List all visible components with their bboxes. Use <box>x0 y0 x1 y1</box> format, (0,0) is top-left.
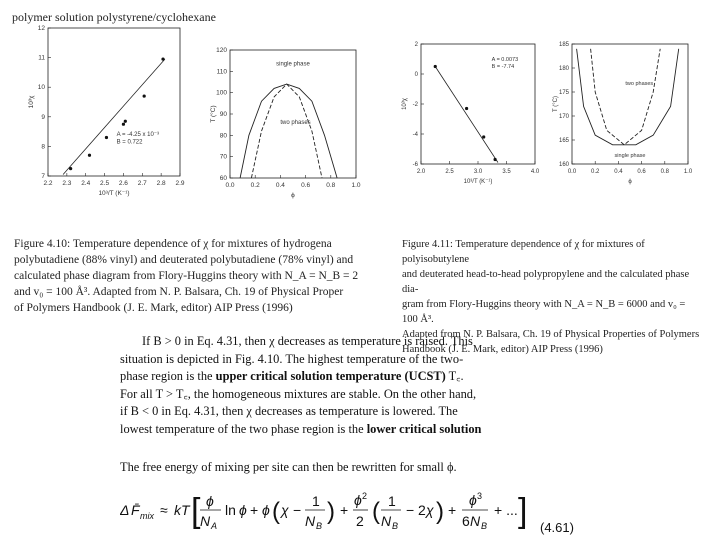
y-tick-label: 170 <box>558 114 569 120</box>
svg-text:(: ( <box>372 498 380 525</box>
y-tick-label: 90 <box>219 111 227 118</box>
y-tick-label: 165 <box>558 138 569 144</box>
y-tick-label: -2 <box>412 102 418 108</box>
x-tick-label: 2.5 <box>100 180 110 187</box>
y-axis-label: T (°C) <box>210 105 217 123</box>
x-tick-label: 2.8 <box>156 180 166 187</box>
paragraph-text: T꜀. <box>445 369 464 383</box>
svg-text:B: B <box>481 521 488 531</box>
y-tick-label: 180 <box>558 66 569 72</box>
caption-line: polybutadiene (88% vinyl) and deuterated polybutadiene (78% vinyl) and <box>14 254 354 266</box>
svg-text:ϕ: ϕ <box>262 502 270 518</box>
annotation-label: A = -4.25 x 10⁻³ <box>116 132 159 139</box>
svg-text:+: + <box>340 502 349 518</box>
equation-number: (4.61) <box>540 520 574 535</box>
caption-line: calculated phase diagram from Flory-Huggins theory with N_A = N_B = 2 <box>14 270 359 282</box>
svg-text:1: 1 <box>388 493 396 509</box>
x-axis-label: ϕ <box>291 192 295 199</box>
y-tick-label: 8 <box>41 143 45 151</box>
y-tick-label: 12 <box>37 25 45 32</box>
svg-text:ϕ: ϕ <box>206 493 214 509</box>
x-tick-label: 1.0 <box>351 182 361 189</box>
x-tick-label: 2.3 <box>62 180 72 187</box>
fit-line <box>63 59 165 174</box>
svg-text:): ) <box>327 498 335 525</box>
caption-line: Adapted from N. P. Balsara, Ch. 19 of Physical Properties of Polymers <box>402 329 700 340</box>
svg-text:3: 3 <box>477 491 483 501</box>
svg-text:1: 1 <box>312 493 320 509</box>
y-axis-label: 10³χ <box>28 95 35 109</box>
svg-text:(: ( <box>272 498 280 525</box>
caption-line: of Polymers Handbook (J. E. Mark, editor) AIP Press (1996) <box>14 302 293 314</box>
y-tick-label: 9 <box>41 113 45 121</box>
x-tick-label: 0.2 <box>591 169 600 175</box>
chart-phase-diagram-lcst <box>548 38 698 188</box>
x-tick-label: 0.0 <box>225 182 235 189</box>
x-tick-label: 0.4 <box>275 182 285 189</box>
paragraph-text: lowest temperature of the two phase region is the <box>120 421 367 436</box>
caption-line: gram from Flory-Huggins theory with N_A = N_B = 6000 and v₀ = 100 Å³. <box>402 299 686 325</box>
data-point <box>105 136 108 139</box>
caption-line: Figure 4.11: Temperature dependence of χ for mixtures of polyisobutylene <box>402 239 645 265</box>
x-tick-label: 0.0 <box>567 169 577 175</box>
x-tick-label: 2.6 <box>118 180 128 187</box>
annotation-label: two phases <box>280 120 311 127</box>
chart-chi-vs-inverse-temperature-ucst <box>20 20 190 210</box>
lcst-term: lower critical solution <box>366 421 482 436</box>
data-point <box>434 65 437 68</box>
x-tick-label: 2.9 <box>175 180 185 187</box>
x-tick-label: 2.4 <box>81 180 91 187</box>
spinodal-curve <box>251 84 322 178</box>
paragraph-line <box>120 368 582 386</box>
data-point <box>465 107 468 110</box>
svg-text:kT: kT <box>174 502 190 518</box>
annotation-label: single phase <box>276 61 310 68</box>
svg-text:N: N <box>305 513 316 529</box>
chart-phase-diagram-ucst <box>200 40 370 210</box>
y-tick-label: -4 <box>412 132 418 138</box>
y-tick-label: 120 <box>216 47 227 54</box>
data-point <box>143 94 146 97</box>
y-tick-label: 100 <box>216 89 227 97</box>
svg-text:2: 2 <box>362 491 368 501</box>
caption-line: Figure 4.10: Temperature dependence of χ for mixtures of hydrogena <box>14 238 332 250</box>
y-tick-label: 70 <box>219 153 227 161</box>
free-energy-equation <box>120 488 590 536</box>
paragraph-line: If B > 0 in Eq. 4.31, then χ decreases as temperature is raised. This <box>142 334 473 348</box>
svg-text:ϕ: ϕ <box>469 492 477 508</box>
svg-text:[: [ <box>191 492 201 530</box>
svg-text:ϕ: ϕ <box>354 492 362 508</box>
svg-text:+: + <box>250 502 259 518</box>
fit-line <box>435 67 498 163</box>
y-tick-label: 7 <box>41 173 45 180</box>
caption-line: and deuterated head-to-head polypropylene and the calculated phase dia- <box>402 269 690 295</box>
svg-text:≈: ≈ <box>160 502 168 518</box>
x-tick-label: 2.7 <box>137 180 147 187</box>
y-tick-label: 160 <box>558 162 569 168</box>
chart-chi-vs-inverse-temperature-lcst <box>395 38 545 188</box>
plot-frame <box>48 28 180 176</box>
x-tick-label: 2.2 <box>43 180 53 187</box>
svg-text:N: N <box>200 513 211 529</box>
y-tick-label: 11 <box>38 54 45 62</box>
svg-text:N: N <box>470 513 481 529</box>
x-tick-label: 3.5 <box>502 169 511 175</box>
data-point <box>88 154 91 157</box>
data-point <box>161 57 164 60</box>
annotation-label: B = 0.722 <box>116 139 143 146</box>
svg-text:2: 2 <box>356 513 364 529</box>
svg-text:B: B <box>316 521 323 531</box>
svg-text:χ: χ <box>281 502 289 518</box>
y-tick-label: 10 <box>37 84 45 92</box>
svg-text:A: A <box>211 521 218 531</box>
svg-text:]: ] <box>518 492 528 530</box>
svg-text:N: N <box>381 513 392 529</box>
y-tick-label: -6 <box>412 162 418 168</box>
x-tick-label: 0.2 <box>250 182 260 189</box>
svg-text:mix: mix <box>140 511 154 521</box>
annotation-label: A = 0.0073 <box>491 56 519 63</box>
paragraph-line: if B < 0 in Eq. 4.31, then χ decreases as temperature is lowered. The <box>120 404 458 418</box>
x-tick-label: 0.6 <box>301 182 311 189</box>
data-point <box>122 123 125 126</box>
svg-text:−: − <box>406 502 415 518</box>
free-energy-sentence: The free energy of mixing per site can then be rewritten for small ϕ. <box>120 460 457 474</box>
svg-text:ϕ: ϕ <box>239 502 247 518</box>
ucst-lcst-paragraph <box>120 333 582 438</box>
x-tick-label: 2.0 <box>416 169 426 175</box>
svg-text:χ: χ <box>426 502 434 518</box>
figure-4-10-caption <box>14 236 366 316</box>
x-tick-label: 0.6 <box>637 169 646 175</box>
paragraph-line: situation is depicted in Fig. 4.10. The highest temperature of the two- <box>120 351 464 366</box>
svg-text:B: B <box>392 521 399 531</box>
data-point <box>494 158 497 161</box>
svg-text:6: 6 <box>462 513 470 529</box>
x-tick-label: 3.0 <box>473 169 483 175</box>
svg-text:F̄: F̄ <box>131 502 140 518</box>
svg-text:+: + <box>448 502 457 518</box>
x-axis-label: 10³/T (K⁻¹) <box>98 190 130 197</box>
x-tick-label: 4.0 <box>530 169 540 175</box>
y-tick-label: 60 <box>219 175 227 182</box>
annotation-label: single phase <box>614 152 646 159</box>
svg-text:Δ: Δ <box>120 502 130 518</box>
caption-line: Handbook (J. E. Mark, editor) AIP Press (1996) <box>402 344 603 355</box>
y-tick-label: 80 <box>219 132 227 140</box>
y-tick-label: 0 <box>414 72 418 78</box>
spinodal-curve <box>591 49 661 145</box>
x-tick-label: 0.8 <box>326 182 336 189</box>
top-text-line: polymer solution polystyrene/cyclohexane <box>12 10 216 24</box>
y-tick-label: 110 <box>216 68 227 76</box>
annotation-label: B = -7.74 <box>491 64 515 70</box>
plot-frame <box>230 50 356 178</box>
y-tick-label: 175 <box>558 90 569 96</box>
y-axis-label: 10³χ <box>402 98 408 110</box>
annotation-label: two phases <box>625 80 654 87</box>
paragraph-text: phase region is the <box>120 369 216 383</box>
x-axis-label: 10³/T (K⁻¹) <box>463 179 493 185</box>
svg-text:+ ...: + ... <box>494 502 518 518</box>
y-tick-label: 185 <box>558 42 569 48</box>
ucst-term: upper critical solution temperature (UCST) <box>215 369 446 383</box>
x-tick-label: 1.0 <box>683 169 693 175</box>
data-point <box>69 167 72 170</box>
svg-text:ln: ln <box>225 502 236 518</box>
data-point <box>482 135 485 138</box>
svg-text:2: 2 <box>418 502 426 518</box>
x-tick-label: 0.8 <box>660 169 669 175</box>
x-axis-label: ϕ <box>628 179 632 185</box>
caption-line: and v₀ = 100 Å³. Adapted from N. P. Balsara, Ch. 19 of Physical Proper <box>14 286 344 298</box>
x-tick-label: 2.5 <box>445 169 454 175</box>
paragraph-line <box>120 421 582 439</box>
svg-text:): ) <box>436 498 444 525</box>
y-axis-label: T (°C) <box>553 96 559 112</box>
y-tick-label: 2 <box>414 42 418 48</box>
svg-text:−: − <box>293 502 302 518</box>
paragraph-line: For all T > T꜀, the homogeneous mixtures are stable. On the other hand, <box>120 386 477 401</box>
data-point <box>124 120 127 123</box>
x-tick-label: 0.4 <box>614 169 623 175</box>
